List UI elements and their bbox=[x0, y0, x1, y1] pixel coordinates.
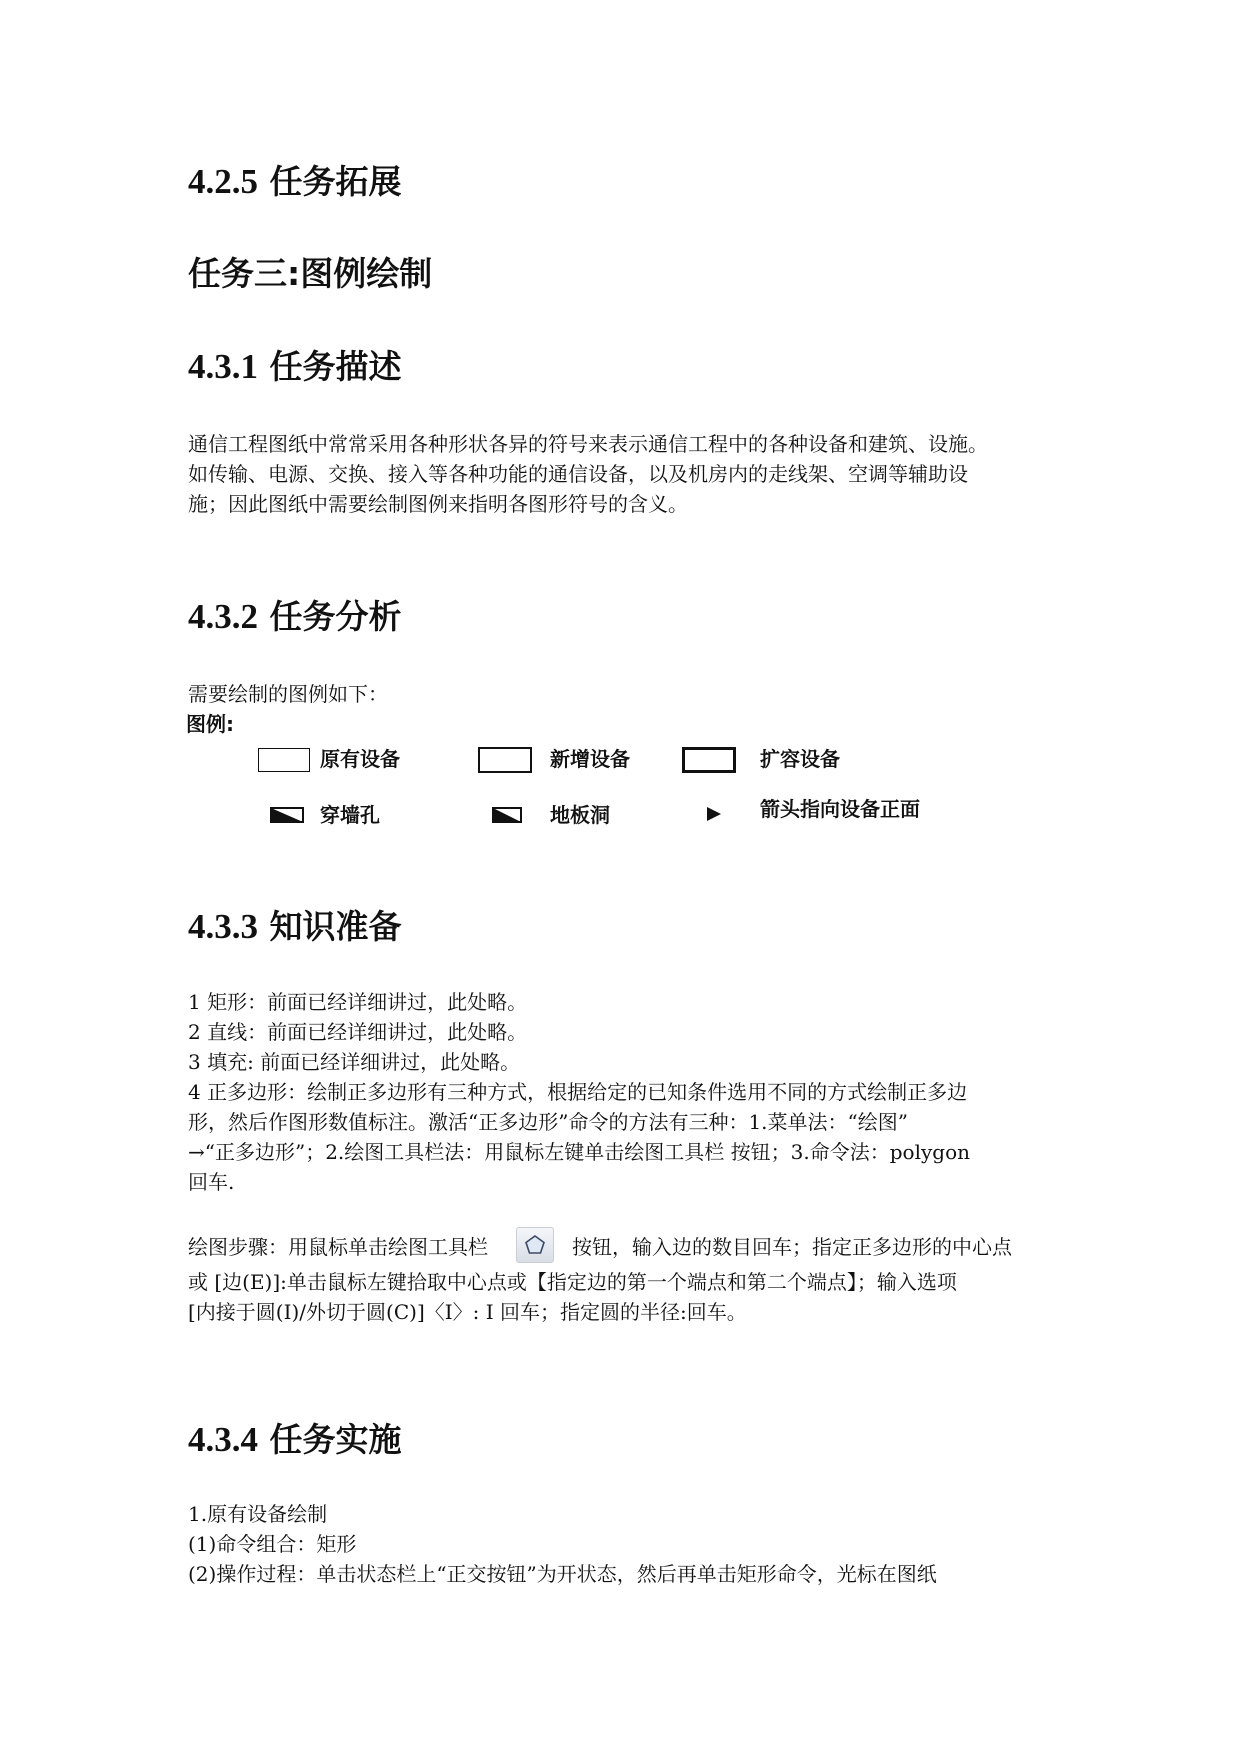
impl-line-2: (1)命令组合：矩形 bbox=[188, 1532, 357, 1556]
impl-line-1: 1.原有设备绘制 bbox=[188, 1502, 328, 1526]
legend-label-expansion: 扩容设备 bbox=[760, 747, 840, 771]
knowledge-line-6: →“正多边形”；2.绘图工具栏法：用鼠标左键单击绘图工具栏 按钮；3.命令法：polygon bbox=[188, 1140, 970, 1164]
desc-line-1: 通信工程图纸中常常采用各种形状各异的符号来表示通信工程中的各种设备和建筑、设施。 bbox=[188, 432, 988, 456]
steps-line-1-start: 绘图步骤：用鼠标单击绘图工具栏 bbox=[188, 1235, 488, 1259]
steps-line-3: [内接于圆(I)/外切于圆(C)]〈I〉: I 回车；指定圆的半径:回车。 bbox=[188, 1300, 747, 1324]
heading-4-3-2: 4.3.2 任务分析 bbox=[188, 597, 402, 636]
floor-hole-icon bbox=[492, 807, 522, 823]
heading-4-3-3: 4.3.3 知识准备 bbox=[188, 907, 402, 946]
knowledge-line-2: 2 直线：前面已经详细讲过，此处略。 bbox=[188, 1020, 528, 1044]
knowledge-line-7: 回车. bbox=[188, 1170, 235, 1194]
legend-label-floor-hole: 地板洞 bbox=[550, 803, 610, 827]
steps-line-1-end: 按钮，输入边的数目回车；指定正多边形的中心点 bbox=[572, 1235, 1012, 1259]
polygon-tool-icon[interactable] bbox=[516, 1227, 554, 1263]
heading-task-three: 任务三:图例绘制 bbox=[188, 254, 433, 293]
knowledge-line-3: 3 填充: 前面已经详细讲过，此处略。 bbox=[188, 1050, 521, 1074]
legend-label-existing: 原有设备 bbox=[320, 747, 400, 771]
knowledge-line-5: 形，然后作图形数值标注。激活“正多边形”命令的方法有三种：1.菜单法：“绘图” bbox=[188, 1110, 908, 1134]
knowledge-line-1: 1 矩形：前面已经详细讲过，此处略。 bbox=[188, 990, 528, 1014]
heading-4-3-4: 4.3.4 任务实施 bbox=[188, 1420, 402, 1459]
existing-equipment-symbol bbox=[258, 748, 310, 772]
arrow-right-icon bbox=[706, 806, 722, 822]
legend-title: 图例: bbox=[186, 712, 234, 736]
heading-4-2-5: 4.2.5 任务拓展 bbox=[188, 162, 402, 201]
legend-label-new: 新增设备 bbox=[550, 747, 630, 771]
impl-line-3: (2)操作过程：单击状态栏上“正交按钮”为开状态，然后再单击矩形命令，光标在图纸 bbox=[188, 1562, 937, 1586]
heading-4-3-1: 4.3.1 任务描述 bbox=[188, 347, 402, 386]
knowledge-line-4: 4 正多边形：绘制正多边形有三种方式，根据给定的已知条件选用不同的方式绘制正多边 bbox=[188, 1080, 968, 1104]
steps-line-2: 或 [边(E)]:单击鼠标左键拾取中心点或【指定边的第一个端点和第二个端点】；输入选项 bbox=[188, 1270, 957, 1294]
new-equipment-symbol bbox=[478, 747, 532, 773]
legend-label-arrow: 箭头指向设备正面 bbox=[760, 797, 920, 821]
desc-line-3: 施；因此图纸中需要绘制图例来指明各图形符号的含义。 bbox=[188, 492, 688, 516]
wall-hole-icon bbox=[270, 807, 304, 823]
desc-line-2: 如传输、电源、交换、接入等各种功能的通信设备，以及机房内的走线架、空调等辅助设 bbox=[188, 462, 968, 486]
legend-label-wall-hole: 穿墙孔 bbox=[320, 803, 380, 827]
expansion-equipment-symbol bbox=[682, 747, 736, 773]
analysis-intro: 需要绘制的图例如下： bbox=[188, 682, 388, 706]
